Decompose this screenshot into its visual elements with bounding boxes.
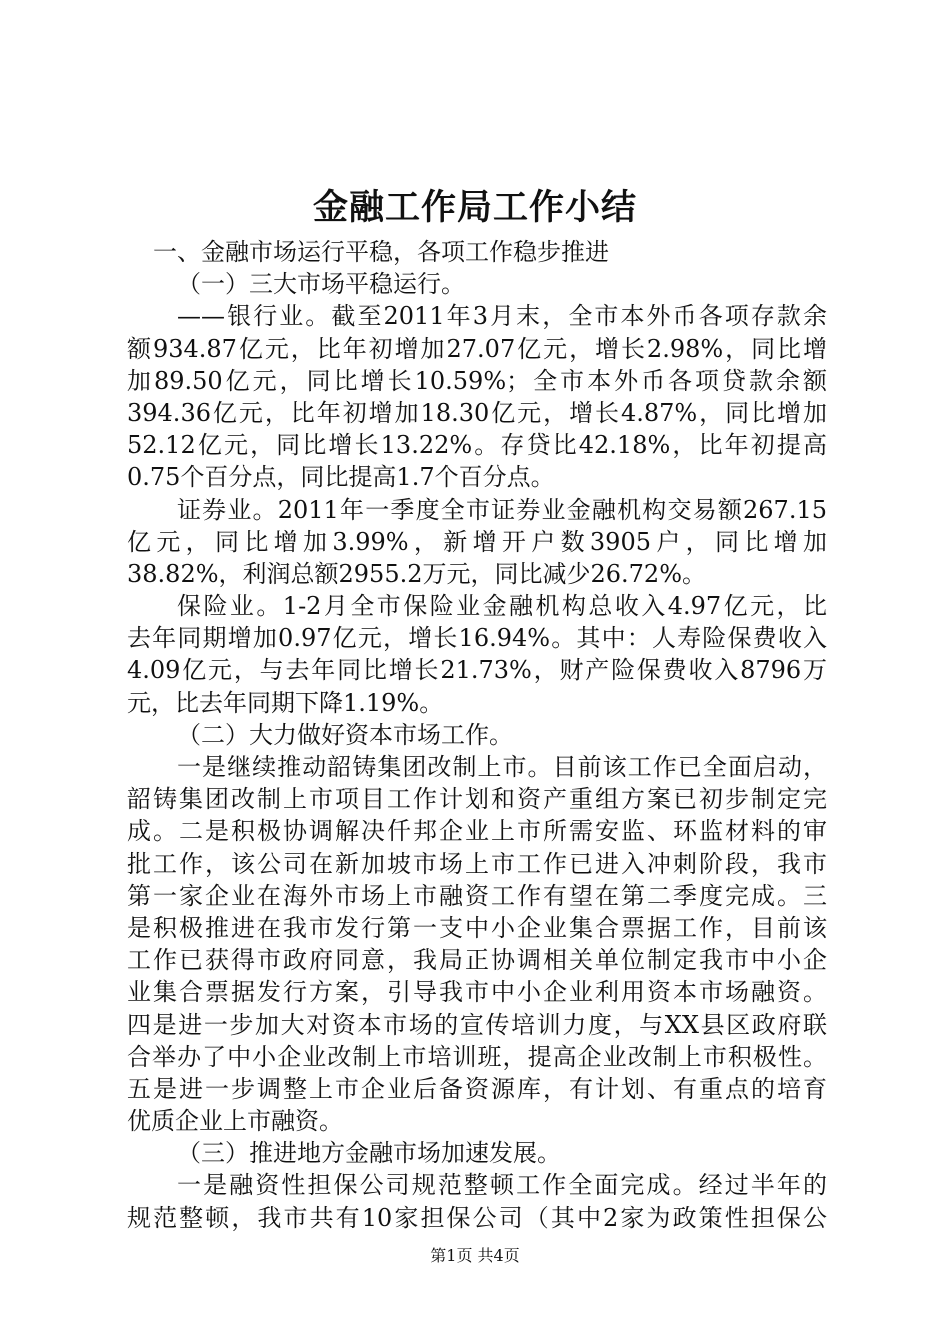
paragraph-line: 韶铸集团改制上市项目工作计划和资产重组方案已初步制定完	[127, 785, 827, 814]
document-body	[127, 236, 827, 1234]
paragraph-line: 五是进一步调整上市企业后备资源库，有计划、有重点的培育	[127, 1074, 827, 1103]
paragraph-line: 394.36亿元，比年初增加18.30亿元，增长4.87%，同比增加	[127, 398, 827, 427]
paragraph-line: 四是进一步加大对资本市场的宣传培训力度，与XX县区政府联	[127, 1010, 827, 1039]
paragraph-line: 4.09亿元，与去年同比增长21.73%，财产险保费收入8796万	[127, 656, 827, 685]
paragraph-line: 成。二是积极协调解决仟邦企业上市所需安监、环监材料的审	[127, 817, 827, 846]
paragraph-line: 去年同期增加0.97亿元，增长16.94%。其中：人寿险保费收入	[127, 624, 827, 653]
paragraph-line: 一是融资性担保公司规范整顿工作全面完成。经过半年的	[177, 1171, 827, 1200]
paragraph-line: 元，比去年同期下降1.19%。	[127, 688, 444, 717]
paragraph-line: 一是继续推动韶铸集团改制上市。目前该工作已全面启动，	[177, 753, 827, 781]
paragraph-line: 亿元，同比增加3.99%，新增开户数3905户，同比增加	[127, 527, 827, 556]
paragraph-line: 额934.87亿元，比年初增加27.07亿元，增长2.98%，同比增	[127, 334, 827, 363]
paragraph-line: 0.75个百分点，同比提高1.7个百分点。	[127, 463, 555, 492]
page-number-footer: 第1页 共4页	[430, 1246, 520, 1265]
paragraph-line: 业集合票据发行方案，引导我市中小企业利用资本市场融资。	[127, 978, 827, 1007]
section-heading: 一、金融市场运行平稳，各项工作稳步推进	[153, 238, 609, 266]
subsection-heading: （二）大力做好资本市场工作。	[177, 720, 513, 749]
paragraph-line: 优质企业上市融资。	[127, 1107, 343, 1136]
paragraph-line: ——银行业。截至2011年3月末，全市本外币各项存款余	[177, 302, 827, 331]
paragraph-line: 工作已获得市政府同意，我局正协调相关单位制定我市中小企	[127, 946, 827, 975]
document-title: 金融工作局工作小结	[312, 187, 637, 228]
paragraph-line: 52.12亿元，同比增长13.22%。存贷比42.18%，比年初提高	[127, 431, 827, 460]
paragraph-line: 第一家企业在海外市场上市融资工作有望在第二季度完成。三	[127, 881, 827, 910]
subsection-heading: （三）推进地方金融市场加速发展。	[177, 1139, 561, 1168]
paragraph-line: 是积极推进在我市发行第一支中小企业集合票据工作，目前该	[127, 913, 827, 942]
paragraph-line: 保险业。1-2月全市保险业金融机构总收入4.97亿元，比	[177, 592, 827, 621]
paragraph-line: 合举办了中小企业改制上市培训班，提高企业改制上市积极性。	[127, 1042, 827, 1071]
paragraph-line: 批工作，该公司在新加坡市场上市工作已进入冲刺阶段，我市	[127, 849, 827, 878]
paragraph-line: 38.82%，利润总额2955.2万元，同比减少26.72%。	[127, 559, 706, 588]
paragraph-line: 规范整顿，我市共有10家担保公司（其中2家为政策性担保公	[127, 1203, 827, 1232]
subsection-heading: （一）三大市场平稳运行。	[177, 270, 465, 299]
paragraph-line: 证券业。2011年一季度全市证券业金融机构交易额267.15	[177, 495, 827, 524]
paragraph-line: 加89.50亿元，同比增长10.59%；全市本外币各项贷款余额	[127, 366, 827, 395]
